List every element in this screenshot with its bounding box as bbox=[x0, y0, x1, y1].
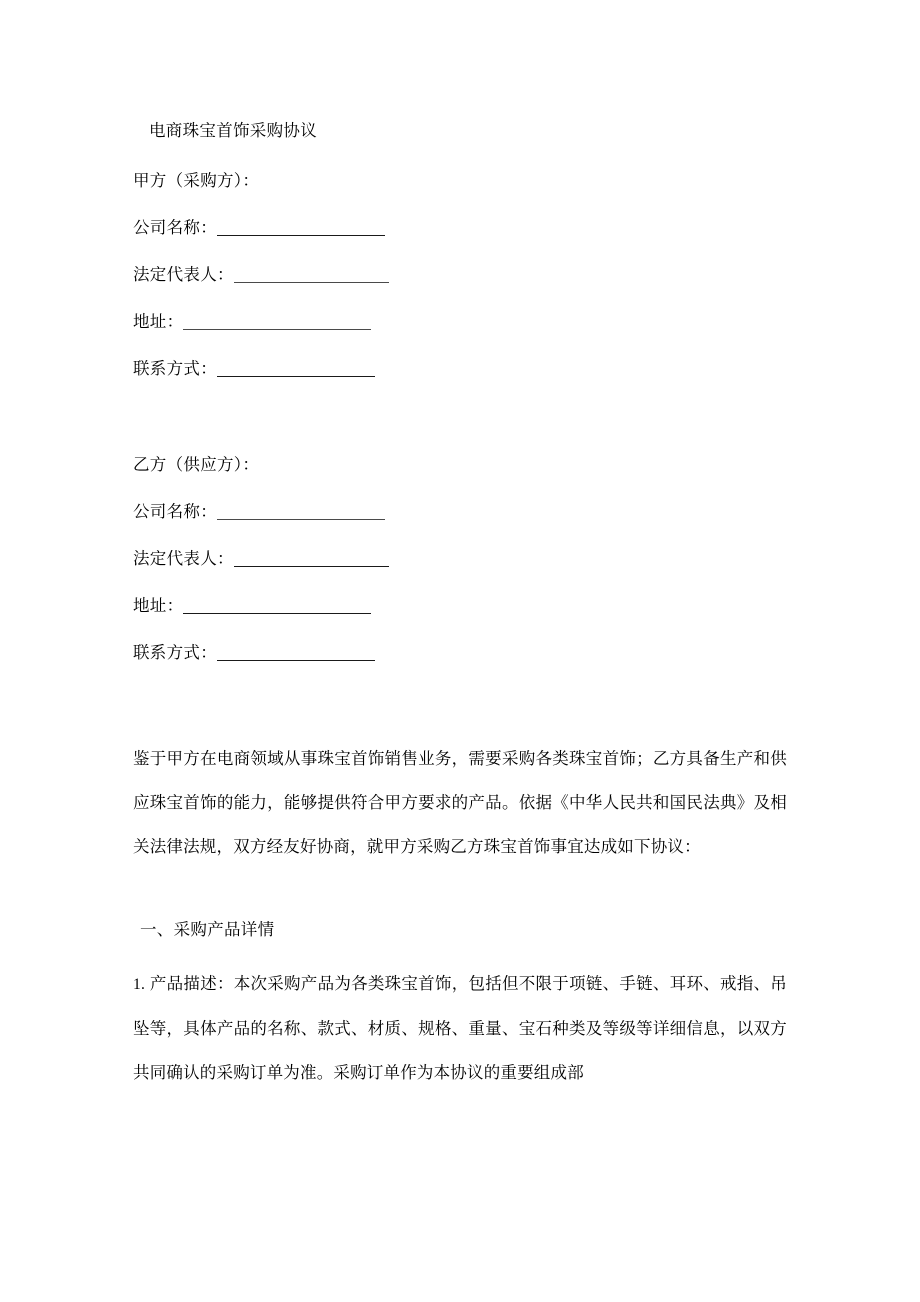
party-a-contact-blank[interactable] bbox=[217, 364, 375, 377]
section-1-item-1-text: 产品描述：本次采购产品为各类珠宝首饰，包括但不限于项链、手链、耳环、戒指、吊坠等，具体产品的名称、款式、材质、规格、重量、宝石种类及等级等详细信息，以双方共同确认的采购订单为准。采购订单作为本协议的重要组成部 bbox=[133, 975, 787, 1082]
party-a-address-label: 地址： bbox=[133, 313, 184, 331]
party-a-legalrep-blank[interactable] bbox=[234, 270, 389, 283]
party-b-block bbox=[133, 453, 787, 665]
party-b-legalrep-row bbox=[133, 547, 787, 571]
preamble-paragraph: 鉴于甲方在电商领域从事珠宝首饰销售业务，需要采购各类珠宝首饰；乙方具备生产和供应珠宝首饰的能力，能够提供符合甲方要求的产品。依据《中华人民共和国民法典》及相关法律法规，双方经友好协商，就甲方采购乙方珠宝首饰事宜达成如下协议： bbox=[133, 750, 787, 856]
section-spacer bbox=[133, 869, 787, 915]
party-a-contact-label: 联系方式： bbox=[133, 360, 217, 378]
party-a-heading: 甲方（采购方）： bbox=[133, 172, 260, 190]
party-b-contact-blank[interactable] bbox=[217, 648, 375, 661]
party-b-heading: 乙方（供应方）： bbox=[133, 456, 260, 474]
party-a-address-blank[interactable] bbox=[183, 317, 371, 330]
party-a-company-row bbox=[133, 216, 787, 240]
document-title: 电商珠宝首饰采购协议 bbox=[149, 122, 317, 140]
party-block-spacer bbox=[133, 381, 787, 453]
party-a-contact-row bbox=[133, 357, 787, 381]
preamble-spacer bbox=[133, 665, 787, 737]
document-body bbox=[133, 118, 787, 1095]
party-a-company-label: 公司名称： bbox=[133, 219, 217, 237]
party-b-address-label: 地址： bbox=[133, 597, 184, 615]
party-a-company-blank[interactable] bbox=[217, 223, 385, 236]
party-b-contact-label: 联系方式： bbox=[133, 644, 217, 662]
section-1-item-1-number: 1. bbox=[133, 976, 146, 993]
section-procurement-details bbox=[133, 915, 787, 1095]
party-b-legalrep-label: 法定代表人： bbox=[133, 550, 234, 568]
party-a-legalrep-row bbox=[133, 263, 787, 287]
party-b-company-label: 公司名称： bbox=[133, 503, 217, 521]
party-b-contact-row bbox=[133, 641, 787, 665]
party-b-company-row bbox=[133, 500, 787, 524]
party-b-address-row bbox=[133, 594, 787, 618]
party-a-block bbox=[133, 169, 787, 381]
party-a-legalrep-label: 法定代表人： bbox=[133, 266, 234, 284]
party-b-address-blank[interactable] bbox=[183, 601, 371, 614]
party-b-legalrep-blank[interactable] bbox=[234, 554, 389, 567]
section-1-item-1 bbox=[133, 962, 787, 1095]
party-b-company-blank[interactable] bbox=[217, 507, 385, 520]
section-heading-1: 一、采购产品详情 bbox=[140, 921, 275, 939]
party-a-address-row bbox=[133, 310, 787, 334]
